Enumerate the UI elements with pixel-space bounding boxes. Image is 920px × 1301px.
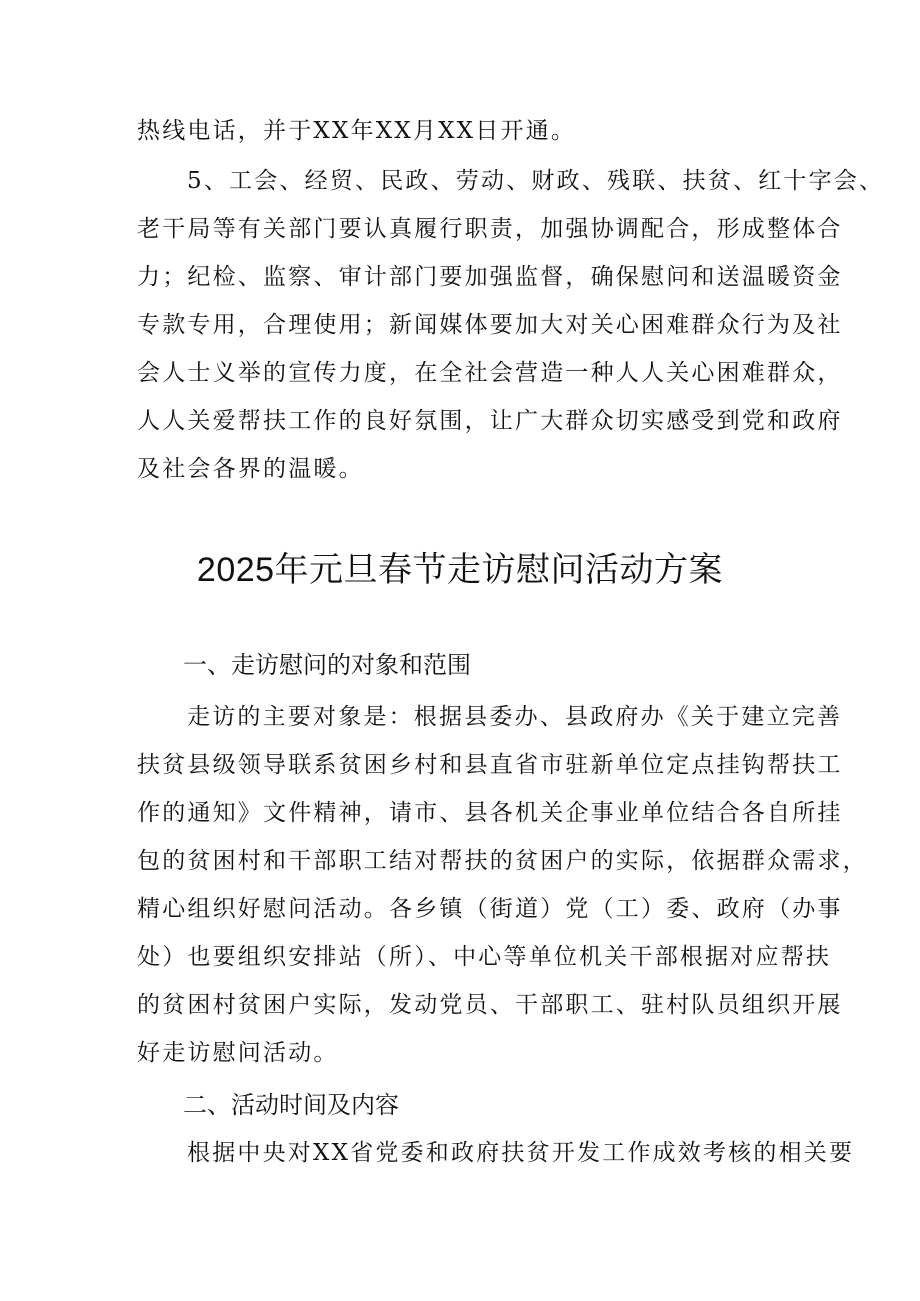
paragraph-line: 老干局等有关部门要认真履行职责，加强协调配合，形成整体合: [137, 216, 843, 242]
paragraph-line: 作的通知》文件精神，请市、县各机关企事业单位结合各自所挂: [137, 800, 843, 826]
paragraph-line: 根据中央对XX省党委和政府扶贫开发工作成效考核的相关要: [187, 1140, 855, 1166]
paragraph-line: 精心组织好慰问活动。各乡镇（街道）党（工）委、政府（办事: [137, 896, 843, 922]
paragraph-line: 专款专用，合理使用；新闻媒体要加大对关心困难群众行为及社: [137, 312, 843, 338]
paragraph-line: 5、工会、经贸、民政、劳动、财政、残联、扶贫、红十字会、: [187, 168, 885, 194]
section-heading-2: 二、活动时间及内容: [183, 1092, 399, 1119]
paragraph-line: 的贫困村贫困户实际，发动党员、干部职工、驻村队员组织开展: [137, 992, 843, 1018]
section-heading-1: 一、走访慰问的对象和范围: [183, 652, 471, 679]
paragraph-line: 好走访慰问活动。: [137, 1040, 339, 1066]
paragraph-line: 包的贫困村和干部职工结对帮扶的贫困户的实际，依据群众需求，: [137, 848, 868, 874]
paragraph-line: 走访的主要对象是：根据县委办、县政府办《关于建立完善: [187, 704, 843, 730]
paragraph-line: 会人士义举的宣传力度，在全社会营造一种人人关心困难群众，: [137, 360, 843, 386]
paragraph-line: 及社会各界的温暖。: [137, 456, 364, 482]
paragraph-line: 热线电话，并于XX年XX月XX日开通。: [137, 118, 577, 144]
paragraph-line: 人人关爱帮扶工作的良好氛围，让广大群众切实感受到党和政府: [137, 408, 843, 434]
paragraph-line: 处）也要组织安排站（所）、中心等单位机关干部根据对应帮扶: [137, 944, 832, 970]
paragraph-line: 扶贫县级领导联系贫困乡村和县直省市驻新单位定点挂钩帮扶工: [137, 752, 843, 778]
paragraph-line: 力；纪检、监察、审计部门要加强监督，确保慰问和送温暖资金: [137, 264, 843, 290]
document-title: 2025年元旦春节走访慰问活动方案: [196, 551, 724, 589]
